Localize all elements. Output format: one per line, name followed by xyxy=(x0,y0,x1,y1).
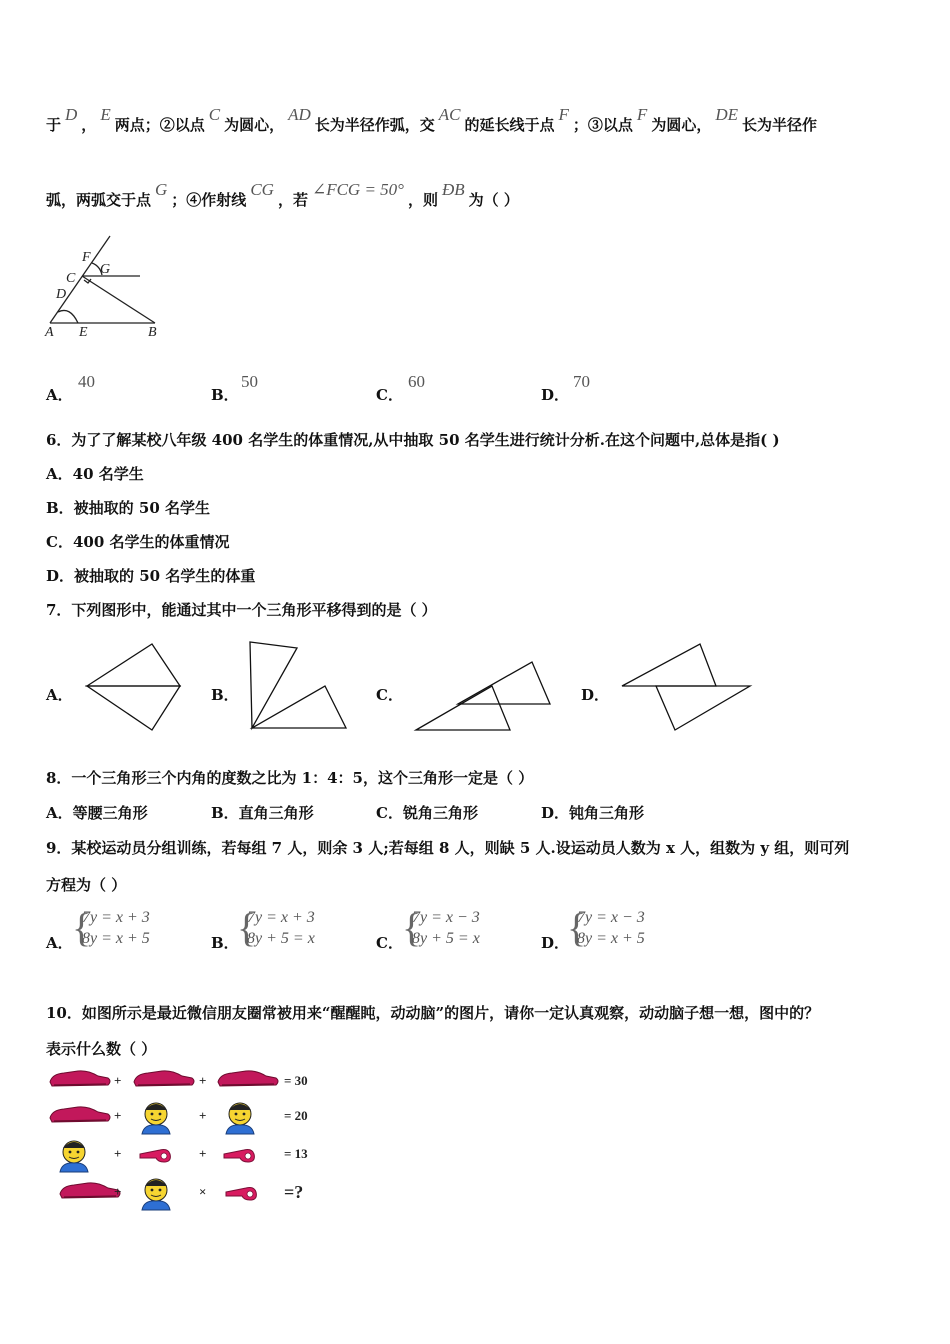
text-segment: ， xyxy=(81,116,97,134)
text-segment: ；③以点 xyxy=(572,116,633,134)
label-G: G xyxy=(100,262,111,277)
option-label: B． xyxy=(211,934,239,952)
label-F: F xyxy=(82,250,91,265)
option-label: C． xyxy=(376,934,403,952)
whistle-icon xyxy=(140,1150,170,1163)
whistle-icon xyxy=(224,1150,254,1163)
q10-puzzle-figure xyxy=(44,1062,344,1214)
row2-op1: + xyxy=(114,1108,122,1123)
row3-op1: + xyxy=(114,1146,122,1161)
text-segment: ，则 xyxy=(407,191,438,209)
option-value: 50 xyxy=(241,372,258,391)
text-segment: 为（ ） xyxy=(468,191,519,209)
row2-result: = 20 xyxy=(284,1108,308,1123)
q8-option-a[interactable]: A．等腰三角形 xyxy=(46,804,148,822)
label-A: A xyxy=(45,325,54,340)
math-F: F xyxy=(636,105,648,124)
option-value: 70 xyxy=(573,372,590,391)
q5-line1 xyxy=(46,105,818,135)
text-segment: 弧，两弧交于点 xyxy=(46,191,152,209)
option-label: B． xyxy=(211,386,239,404)
shoe-icon xyxy=(50,1071,110,1086)
row1-op2: + xyxy=(199,1073,207,1088)
boy-icon xyxy=(142,1179,170,1210)
option-label: D． xyxy=(541,386,570,404)
brace-icon: { xyxy=(72,905,92,950)
text-segment: ；④作射线 xyxy=(171,191,247,209)
row3-op2: + xyxy=(199,1146,207,1161)
equation-2: 8y + 5 = x xyxy=(247,930,315,947)
row4-op1: + xyxy=(114,1184,122,1199)
shoe-icon xyxy=(218,1071,278,1086)
boy-icon xyxy=(142,1103,170,1134)
text-segment: ，若 xyxy=(277,191,308,209)
row3-result: = 13 xyxy=(284,1146,308,1161)
q6-option-a[interactable]: A．40 名学生 xyxy=(46,465,144,483)
boy-icon xyxy=(226,1103,254,1134)
math-AD: AD xyxy=(288,105,311,124)
boy-icon xyxy=(60,1141,88,1172)
q10-stem-line2: 表示什么数（ ） xyxy=(46,1040,157,1058)
row4-op2: × xyxy=(199,1184,207,1199)
row4-result: =? xyxy=(284,1182,304,1202)
shoe-icon xyxy=(134,1071,194,1086)
brace-icon: { xyxy=(402,905,422,950)
option-value: 40 xyxy=(78,372,95,391)
whistle-icon xyxy=(226,1188,256,1201)
text-segment: 为圆心， xyxy=(651,116,712,134)
ray-AF xyxy=(50,236,110,323)
q8-option-b[interactable]: B．直角三角形 xyxy=(211,804,314,822)
option-value: 60 xyxy=(408,372,425,391)
q9-option-b[interactable] xyxy=(211,906,371,956)
q7-option-c-label[interactable]: C． xyxy=(376,686,403,704)
math-C: C xyxy=(208,105,221,124)
q9-stem-line2: 方程为（ ） xyxy=(46,876,127,894)
text-segment: 两点；②以点 xyxy=(114,116,205,134)
row2-op2: + xyxy=(199,1108,207,1123)
equation-1: 7y = x + 3 xyxy=(247,909,315,926)
row1-result: = 30 xyxy=(284,1073,308,1088)
q7-figures xyxy=(80,636,760,736)
option-label: D． xyxy=(541,934,570,952)
equation-2: 8y + 5 = x xyxy=(412,930,480,947)
text-segment: 长为半径作弧，交 xyxy=(314,116,435,134)
equation-2: 8y = x + 5 xyxy=(577,930,645,947)
label-E: E xyxy=(79,325,88,340)
q7-option-d-label[interactable]: D． xyxy=(581,686,610,704)
option-label: A． xyxy=(46,386,73,404)
equation-1: 7y = x + 3 xyxy=(82,909,150,926)
option-label: C． xyxy=(376,386,403,404)
label-D: D xyxy=(56,287,67,302)
equation-1: 7y = x − 3 xyxy=(577,909,645,926)
shoe-icon xyxy=(50,1107,110,1122)
q8-option-d[interactable]: D．钝角三角形 xyxy=(541,804,645,822)
q6-stem: 6．为了了解某校八年级 400 名学生的体重情况,从中抽取 50 名学生进行统计分析.在这个问题中,总体是指( ) xyxy=(46,431,780,449)
label-C: C xyxy=(66,271,76,286)
shoe-icon xyxy=(60,1183,120,1198)
q6-option-d[interactable]: D．被抽取的 50 名学生的体重 xyxy=(46,567,256,585)
q6-option-b[interactable]: B．被抽取的 50 名学生 xyxy=(46,499,210,517)
brace-icon: { xyxy=(237,905,257,950)
q7-option-a-label[interactable]: A． xyxy=(46,686,73,704)
line-CB xyxy=(82,276,155,323)
q7-d-triangle-top xyxy=(622,644,716,686)
q10-stem-line1: 10．如图所示是最近微信朋友圈常被用来“醒醒盹，动动脑”的图片，请你一定认真观察，动动脑子想一想，图中的？ xyxy=(46,1004,820,1022)
math-G: G xyxy=(155,180,168,199)
q5-line2 xyxy=(46,180,519,210)
row1-op1: + xyxy=(114,1073,122,1088)
q8-stem: 8．一个三角形三个内角的度数之比为 1：4：5，这个三角形一定是（ ） xyxy=(46,769,534,787)
q5-figure xyxy=(40,228,170,343)
q7-a-triangle-top xyxy=(87,644,180,686)
text-segment: 于 xyxy=(46,116,62,134)
q7-c-triangle-lower xyxy=(416,686,510,730)
q7-option-b-label[interactable]: B． xyxy=(211,686,239,704)
math-AC: AC xyxy=(438,105,461,124)
q9-option-c[interactable] xyxy=(376,906,536,956)
arc-DE xyxy=(58,310,78,323)
q7-stem: 7．下列图形中，能通过其中一个三角形平移得到的是（ ） xyxy=(46,601,437,619)
equation-1: 7y = x − 3 xyxy=(412,909,480,926)
text-segment: 长为半径作 xyxy=(742,116,818,134)
math-angle-FCG: ∠FCG = 50° xyxy=(311,180,404,199)
equation-2: 8y = x + 5 xyxy=(82,930,150,947)
q9-stem-line1: 9．某校运动员分组训练，若每组 7 人，则余 3 人;若每组 8 人，则缺 5 人.设运动员人数为 x 人，组数为 y 组，则可列 xyxy=(46,839,850,857)
q7-a-triangle-bottom xyxy=(87,686,180,730)
q9-option-d[interactable] xyxy=(541,906,701,956)
q6-option-c[interactable]: C．400 名学生的体重情况 xyxy=(46,533,230,551)
q7-b-triangle-right xyxy=(252,686,346,728)
q7-d-triangle-bottom xyxy=(656,686,750,730)
q8-option-c[interactable]: C．锐角三角形 xyxy=(376,804,478,822)
text-segment: 的延长线于点 xyxy=(464,116,555,134)
option-label: A． xyxy=(46,934,73,952)
math-DE: DE xyxy=(715,105,738,124)
q9-option-a[interactable] xyxy=(46,906,206,956)
label-B: B xyxy=(148,325,157,340)
math-E: E xyxy=(100,105,111,124)
text-segment: 为圆心， xyxy=(224,116,285,134)
math-CG: CG xyxy=(250,180,274,199)
math-D: D xyxy=(65,105,78,124)
brace-icon: { xyxy=(567,905,587,950)
math-angle-B: ÐB xyxy=(441,180,465,199)
math-F: F xyxy=(558,105,569,124)
